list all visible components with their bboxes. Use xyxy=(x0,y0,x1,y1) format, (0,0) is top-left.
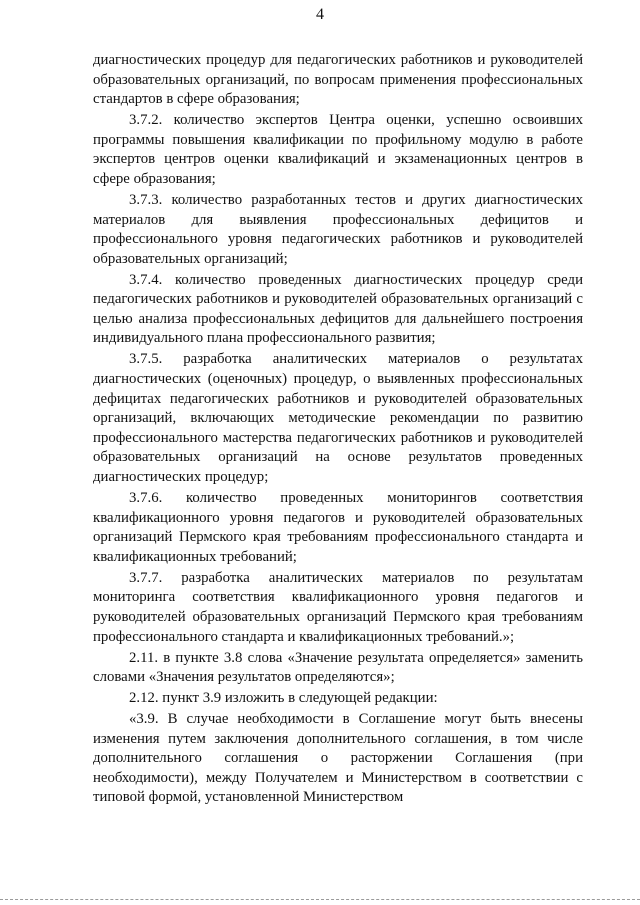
paragraph-2-11: 2.11. в пункте 3.8 слова «Значение результата определяется» заменить словами «Значения результатов определяются»; xyxy=(93,649,583,686)
page-number: 4 xyxy=(316,6,324,23)
paragraph-3-9: «3.9. В случае необходимости в Соглашение могут быть внесены изменения путем заключения дополнительного соглашения, в том числе дополнительного соглашения о расторжении Соглашения (при необходимости), между Получателем и Министерством в соответствии с типовой формой, установленной Министерством xyxy=(93,711,583,806)
paragraph-3-7-3: 3.7.3. количество разработанных тестов и других диагностических материалов для выявления профессиональных дефицитов и профессионального уровня педагогических работников и руководителей образовательных организаций; xyxy=(93,191,583,267)
paragraph-3-7-6: 3.7.6. количество проведенных мониторингов соответствия квалификационного уровня педагогов и руководителей образовательных организаций Пермского края требованиям профессионального стандарта и квалификационных требований; xyxy=(93,490,583,565)
paragraph-3-7-5: 3.7.5. разработка аналитических материалов о результатах диагностических (оценочных) процедур, о выявленных профессиональных дефицитах педагогических работников и руководителей образовательных организаций, включающих методические рекомендации по развитию профессионального мастерства педагогических работников и руководителей образовательных организаций на основе результатов проведенных диагностических процедур; xyxy=(93,351,583,486)
paragraph-3-7-2: 3.7.2. количество экспертов Центра оценки, успешно освоивших программы повышения квалификации по профильному модулю в работе экспертов центров оценки квалификаций и экзаменационных центров в сфере образования; xyxy=(93,112,583,187)
scan-edge-line xyxy=(0,899,640,900)
document-body xyxy=(93,51,583,809)
paragraph-3-7-4: 3.7.4. количество проведенных диагностических процедур среди педагогических работников и руководителей образовательных организаций с целью анализа профессиональных дефицитов для дальнейшего построения индивидуального плана профессионального развития; xyxy=(93,271,583,347)
paragraph-2-12: 2.12. пункт 3.9 изложить в следующей редакции: xyxy=(129,690,438,707)
paragraph-continuation: диагностических процедур для педагогических работников и руководителей образовательных организаций, по вопросам применения профессиональных стандартов в сфере образования; xyxy=(93,52,583,108)
paragraph-3-7-7: 3.7.7. разработка аналитических материалов по результатам мониторинга соответствия квалификационного уровня педагогов и руководителей образовательных организаций Пермского края требованиям профессионального стандарта и квалификационных требований.»; xyxy=(93,569,583,645)
